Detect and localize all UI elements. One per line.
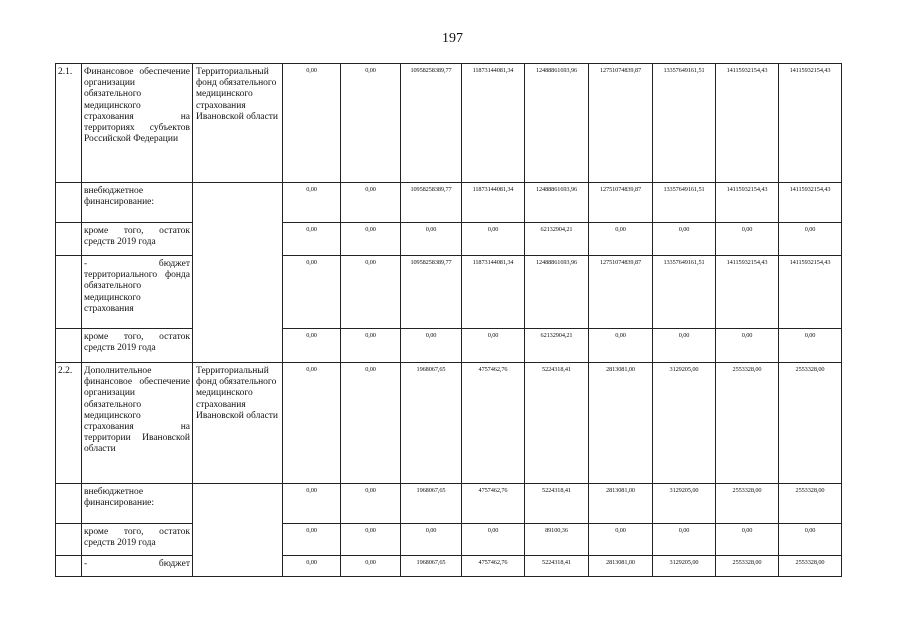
row-description: - бюджет территориального фонда обязательного медицинского страхования (82, 256, 193, 329)
value-cell: 0,00 (341, 256, 401, 329)
value-cell: 0,00 (653, 223, 716, 256)
value-cell: 0,00 (283, 256, 341, 329)
value-cell: 0,00 (779, 329, 842, 363)
value-cell: 4757462,76 (462, 556, 525, 577)
value-cell: 14115932154,43 (779, 183, 842, 223)
value-cell: 0,00 (283, 484, 341, 524)
row-index (56, 556, 82, 577)
value-cell: 2553328,00 (716, 363, 779, 484)
row-description: кроме того, остаток средств 2019 года (82, 524, 193, 556)
table-row (56, 329, 842, 363)
row-description: кроме того, остаток средств 2019 года (82, 329, 193, 363)
budget-table (55, 63, 842, 577)
value-cell: 4757462,76 (462, 363, 525, 484)
table-row (56, 556, 842, 577)
value-cell: 12488861693,96 (525, 64, 589, 183)
value-cell: 0,00 (653, 524, 716, 556)
value-cell: 12751074839,87 (589, 256, 653, 329)
page-number: 197 (442, 31, 463, 46)
value-cell: 5224318,41 (525, 484, 589, 524)
table-row (56, 363, 842, 484)
value-cell: 2813081,00 (589, 556, 653, 577)
row-index (56, 524, 82, 556)
value-cell: 0,00 (283, 556, 341, 577)
value-cell: 0,00 (341, 183, 401, 223)
responsible-organization: Территориальный фонд обязательного медицинского страхования Ивановской области (193, 64, 283, 183)
row-index (56, 223, 82, 256)
value-cell: 12488861693,96 (525, 256, 589, 329)
value-cell: 62132904,21 (525, 223, 589, 256)
value-cell: 0,00 (716, 524, 779, 556)
value-cell: 10958258389,77 (401, 64, 462, 183)
value-cell: 10958258389,77 (401, 183, 462, 223)
row-description: внебюджетное финансирование: (82, 484, 193, 524)
value-cell: 2553328,00 (779, 363, 842, 484)
row-index (56, 183, 82, 223)
row-description: Дополнительное финансовое обеспечение организации обязательного медицинского страхования на территории Ивановской области (82, 363, 193, 484)
value-cell: 12751074839,87 (589, 64, 653, 183)
value-cell: 11873144081,34 (462, 64, 525, 183)
value-cell: 2553328,00 (716, 556, 779, 577)
value-cell: 5224318,41 (525, 363, 589, 484)
value-cell: 0,00 (401, 524, 462, 556)
value-cell: 0,00 (589, 329, 653, 363)
table-row (56, 223, 842, 256)
value-cell: 11873144081,34 (462, 183, 525, 223)
row-description: - бюджет (82, 556, 193, 577)
value-cell: 0,00 (283, 183, 341, 223)
value-cell: 10958258389,77 (401, 256, 462, 329)
row-description: Финансовое обеспечение организации обязательного медицинского страхования на территориях субъектов Российской Федерации (82, 64, 193, 183)
responsible-organization-empty (193, 183, 283, 363)
value-cell: 0,00 (283, 363, 341, 484)
value-cell: 13357649161,51 (653, 256, 716, 329)
value-cell: 0,00 (779, 223, 842, 256)
row-index: 2.1. (56, 64, 82, 183)
value-cell: 2553328,00 (779, 484, 842, 524)
table-row (56, 183, 842, 223)
value-cell: 1968067,65 (401, 556, 462, 577)
value-cell: 0,00 (283, 524, 341, 556)
responsible-organization: Территориальный фонд обязательного медицинского страхования Ивановской области (193, 363, 283, 484)
value-cell: 3129205,00 (653, 556, 716, 577)
value-cell: 0,00 (283, 64, 341, 183)
value-cell: 2813081,00 (589, 363, 653, 484)
table-row (56, 484, 842, 524)
row-description: кроме того, остаток средств 2019 года (82, 223, 193, 256)
value-cell: 14115932154,43 (716, 183, 779, 223)
value-cell: 13357649161,51 (653, 64, 716, 183)
value-cell: 11873144081,34 (462, 256, 525, 329)
row-index (56, 484, 82, 524)
value-cell: 89100,36 (525, 524, 589, 556)
value-cell: 0,00 (779, 524, 842, 556)
value-cell: 0,00 (341, 524, 401, 556)
value-cell: 0,00 (716, 223, 779, 256)
value-cell: 0,00 (716, 329, 779, 363)
value-cell: 5224318,41 (525, 556, 589, 577)
value-cell: 0,00 (401, 223, 462, 256)
value-cell: 0,00 (283, 329, 341, 363)
row-index: 2.2. (56, 363, 82, 484)
value-cell: 14115932154,43 (779, 64, 842, 183)
value-cell: 0,00 (341, 329, 401, 363)
table-row (56, 64, 842, 183)
row-index (56, 256, 82, 329)
value-cell: 0,00 (462, 223, 525, 256)
value-cell: 0,00 (341, 484, 401, 524)
value-cell: 0,00 (589, 223, 653, 256)
row-description: внебюджетное финансирование: (82, 183, 193, 223)
value-cell: 3129205,00 (653, 363, 716, 484)
responsible-organization-empty (193, 484, 283, 577)
value-cell: 2553328,00 (779, 556, 842, 577)
value-cell: 62132904,21 (525, 329, 589, 363)
table-row (56, 256, 842, 329)
value-cell: 14115932154,43 (716, 256, 779, 329)
value-cell: 1968067,65 (401, 363, 462, 484)
value-cell: 0,00 (589, 524, 653, 556)
table-row (56, 524, 842, 556)
value-cell: 14115932154,43 (779, 256, 842, 329)
value-cell: 0,00 (341, 556, 401, 577)
value-cell: 0,00 (462, 329, 525, 363)
table-body (56, 64, 842, 577)
value-cell: 2553328,00 (716, 484, 779, 524)
value-cell: 3129205,00 (653, 484, 716, 524)
value-cell: 12488861693,96 (525, 183, 589, 223)
value-cell: 0,00 (653, 329, 716, 363)
value-cell: 13357649161,51 (653, 183, 716, 223)
row-index (56, 329, 82, 363)
value-cell: 0,00 (341, 363, 401, 484)
value-cell: 2813081,00 (589, 484, 653, 524)
value-cell: 0,00 (283, 223, 341, 256)
value-cell: 4757462,76 (462, 484, 525, 524)
value-cell: 0,00 (462, 524, 525, 556)
value-cell: 0,00 (341, 223, 401, 256)
value-cell: 1968067,65 (401, 484, 462, 524)
value-cell: 12751074839,87 (589, 183, 653, 223)
value-cell: 0,00 (401, 329, 462, 363)
value-cell: 0,00 (341, 64, 401, 183)
value-cell: 14115932154,43 (716, 64, 779, 183)
